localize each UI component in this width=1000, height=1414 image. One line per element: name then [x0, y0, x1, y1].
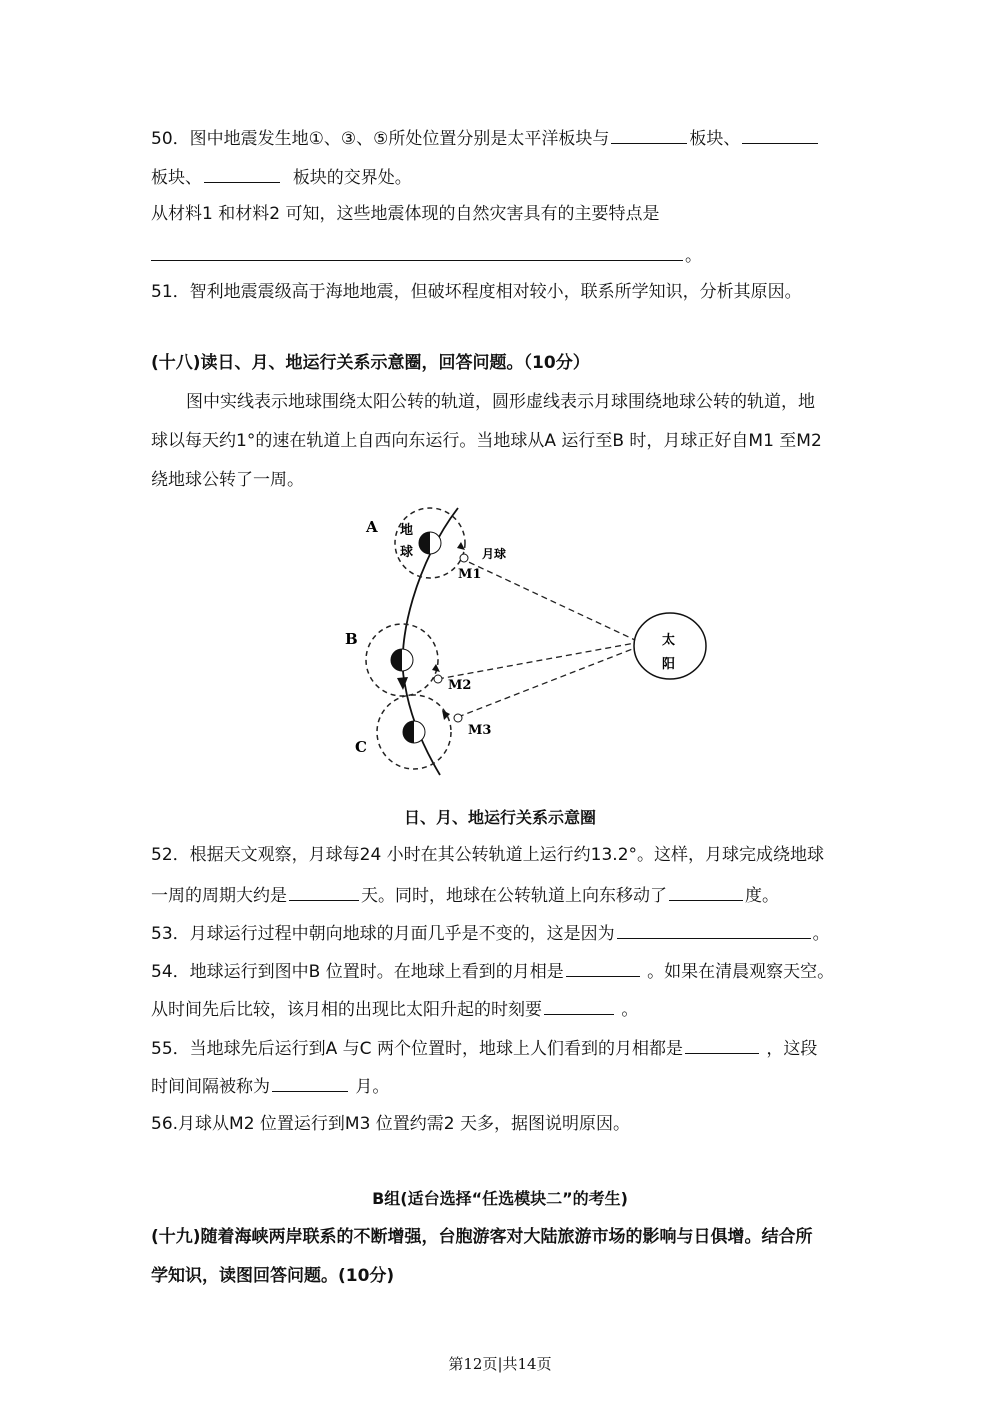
moon-m1 — [460, 554, 468, 562]
q54-text-b: 。如果在清晨观察天空。 — [647, 962, 835, 982]
q50-text-3: 板块、 — [151, 168, 202, 188]
q50-blank-3[interactable] — [204, 164, 280, 183]
sec18-intro-1: 图中实线表示地球围绕太阳公转的轨道，圆形虚线表示月球围绕地球公转的轨道，地 — [186, 392, 815, 412]
q55-blank-2[interactable] — [272, 1073, 348, 1092]
sun-line-m1 — [460, 558, 635, 640]
sec18-title: (十八)读日、月、地运行关系示意圈，回答问题。（10分） — [151, 353, 590, 373]
label-a: A — [366, 518, 378, 536]
figure-caption: 日、月、地运行关系示意圈 — [403, 808, 596, 827]
q52-blank-1[interactable] — [289, 882, 359, 901]
q50-end: 。 — [685, 246, 702, 266]
sun-earth-moon-diagram — [340, 500, 720, 780]
label-b: B — [345, 630, 358, 648]
q55-line-1 — [151, 1035, 817, 1061]
label-m2: M2 — [448, 678, 472, 693]
label-c: C — [355, 738, 367, 756]
label-moon: 月球 — [482, 547, 507, 561]
q54-blank-1[interactable] — [566, 958, 640, 977]
sec19-line-2: 学知识，读图回答问题。(10分) — [151, 1266, 395, 1286]
sun-line-m2 — [438, 643, 635, 679]
label-earth-1: 地 — [400, 523, 414, 538]
q54-text-d: 。 — [621, 1000, 639, 1020]
earth-a-night — [419, 532, 430, 554]
q53-end: 。 — [812, 924, 830, 944]
sec18-intro-3: 绕地球公转了一周。 — [151, 470, 304, 490]
q53-text: 53．月球运行过程中朝向地球的月面几乎是不变的，这是因为 — [151, 924, 615, 944]
earth-b-night — [391, 649, 402, 671]
group-b-heading: B组(适台选择“任选模块二”的考生) — [372, 1189, 628, 1208]
sec18-intro-2: 球以每天约1°的速在轨道上自西向东运行。当地球从A 运行至B 时，月球正好自M1 至M2 — [151, 431, 822, 451]
q52-line-1: 52．根据天文观察，月球每24 小时在其公转轨道上运行约13.2°。这样，月球完成绕地球 — [151, 845, 825, 865]
q52-text-b: 天。同时，地球在公转轨道上向东移动了 — [361, 886, 667, 906]
q50-blank-4[interactable] — [151, 242, 683, 261]
q50-line-4 — [151, 242, 702, 268]
q55-blank-1[interactable] — [685, 1035, 759, 1054]
q56-text: 56.月球从M2 位置运行到M3 位置约需2 天多，据图说明原因。 — [151, 1114, 631, 1134]
q54-line-2 — [151, 996, 638, 1022]
moon-m2 — [434, 675, 442, 683]
q53-blank[interactable] — [617, 920, 811, 939]
q54-blank-2[interactable] — [544, 996, 614, 1015]
q51-text: 51．智利地震震级高于海地地震，但破坏程度相对较小，联系所学知识，分析其原因。 — [151, 282, 802, 302]
q50-text-4: 板块的交界处。 — [292, 168, 412, 188]
moon-b-arrow — [432, 664, 440, 672]
q52-blank-2[interactable] — [669, 882, 743, 901]
label-sun-1: 太 — [662, 633, 676, 648]
q50-line-2 — [151, 164, 412, 190]
earth-c-night — [403, 721, 414, 743]
q50-line-1 — [151, 125, 820, 151]
q54-text-c: 从时间先后比较，该月相的出现比太阳升起的时刻要 — [151, 1000, 542, 1020]
q50-blank-1[interactable] — [611, 125, 687, 144]
q50-text-1: 50．图中地震发生地①、③、⑤所处位置分别是太平洋板块与 — [151, 129, 610, 149]
q50-blank-2[interactable] — [742, 125, 818, 144]
label-earth-2: 球 — [400, 545, 414, 560]
q52-text-c: 度。 — [745, 886, 779, 906]
q55-text-a: 55．当地球先后运行到A 与C 两个位置时，地球上人们看到的月相都是 — [151, 1039, 683, 1059]
q55-text-b: ，这段 — [766, 1039, 818, 1059]
q53-line — [151, 920, 830, 946]
label-m1: M1 — [458, 567, 482, 582]
sun-line-m3 — [458, 648, 635, 717]
label-m3: M3 — [468, 723, 492, 738]
sec19-line-1: (十九)随着海峡两岸联系的不断增强，台胞游客对大陆旅游市场的影响与日俱增。结合所 — [151, 1227, 813, 1247]
q55-line-2 — [151, 1073, 389, 1099]
q52-line-2 — [151, 882, 779, 908]
q52-text-a: 一周的周期大约是 — [151, 886, 287, 906]
q54-text-a: 54．地球运行到图中B 位置时。在地球上看到的月相是 — [151, 962, 564, 982]
q55-text-d: 月。 — [355, 1077, 390, 1097]
page-footer: 第12页|共14页 — [448, 1355, 552, 1373]
q55-text-c: 时间间隔被称为 — [151, 1077, 270, 1097]
q50-line-3: 从材料1 和材料2 可知，这些地震体现的自然灾害具有的主要特点是 — [151, 204, 660, 224]
q50-text-2: 板块、 — [689, 129, 741, 149]
q54-line-1 — [151, 958, 834, 984]
label-sun-2: 阳 — [662, 657, 676, 672]
moon-m3 — [454, 714, 462, 722]
moon-a-arrow — [457, 542, 465, 550]
